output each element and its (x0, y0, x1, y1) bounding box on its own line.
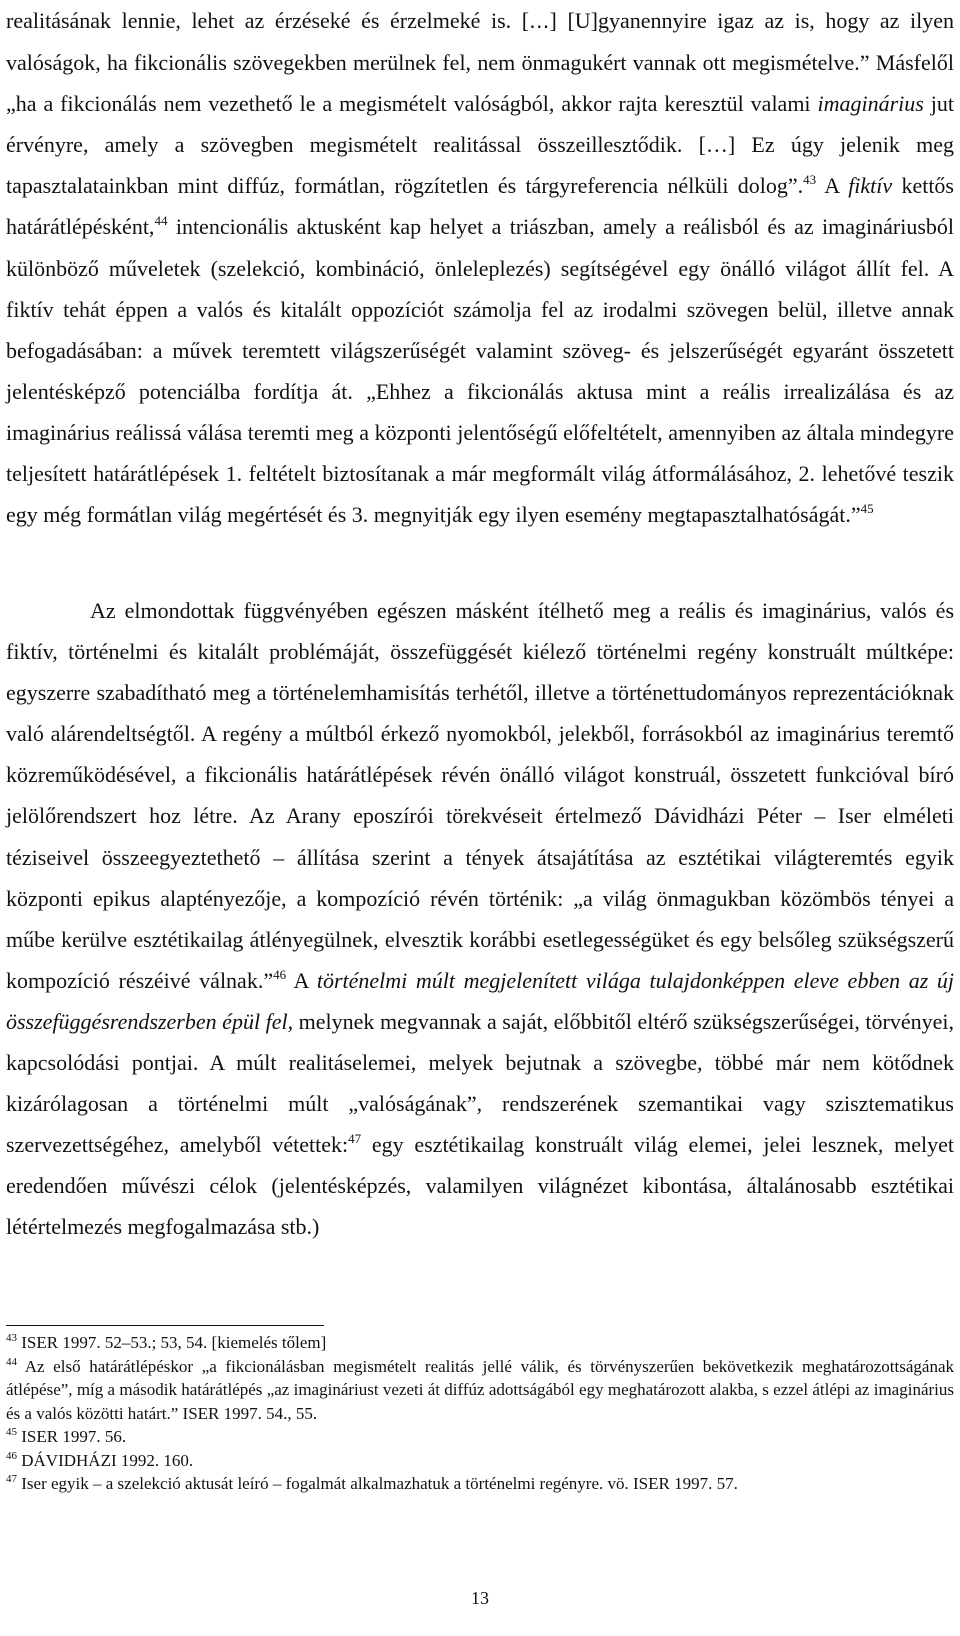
p1-italic-imaginarius: imaginárius (817, 91, 924, 117)
footnote-number: 47 (6, 1473, 17, 1485)
p2-italic-emphasis: történelmi múlt megjelenített világa tulajdonképpen eleve ebben az új összefüggésrendszerben épül fel, (6, 967, 955, 1034)
p1-segment-2: ] [U]gyanennyire igaz az is, hogy az ilyen valóságok, ha fikcionális szövegekben merülnek fel, nem önmagukért vannak ott megismételve. (6, 8, 954, 76)
footnote-ref-47: 47 (348, 1131, 362, 1147)
p1-segment-6: A (824, 173, 839, 199)
footnote-text: ISER 1997. 52–53.; 53, 54. [kiemelés tőlem] (21, 1333, 327, 1352)
footnote-text: Az első határátlépéskor „a fikcionálásban megismételt realitás jellé válik, és törvényszerűen bekövetkezik meghatározottságának átlépése”, míg a második határátlépés „az imagináriust vezeti át diffúz adottságából egy meghatározott alakba, s ezzel átlépi az imaginárius és a valós közötti határt.” ISER 1997. 54., 55. (6, 1356, 955, 1423)
p2-segment-4: egy esztétikailag konstruált világ elemei, jelei lesznek, melyet eredendően művészi célok (jelentésképzés, valamilyen világnézet kibontása, általánosabb esztétikai létértelmezés megfogalmazása stb.) (6, 1132, 954, 1240)
footnote-number: 46 (6, 1449, 17, 1462)
footnote-45 (6, 1425, 954, 1449)
document-page (6, 0, 954, 1636)
footnote-ref-45: 45 (860, 501, 874, 517)
footnote-text: Iser egyik – a szelekció aktusát leíró – fogalmát alkalmazhatuk a történelmi regényre. vö. ISER 1997. 57. (21, 1474, 738, 1493)
footnote-text: ISER 1997. 56. (21, 1427, 127, 1446)
p2-segment-2: A (293, 967, 309, 993)
footnote-44 (6, 1355, 954, 1426)
p1-segment-7: kettős határátlépésként, (6, 173, 954, 240)
p1-segment-1: realitásának lennie, lehet az érzéseké és érzelmeké is. [ (6, 8, 530, 33)
footnote-number: 44 (6, 1355, 17, 1368)
footnote-46 (6, 1449, 954, 1473)
p1-segment-5: ] Ez úgy jelenik meg tapasztalatainkban mint diffúz, formátlan, rögzítetlen és tárgyreferencia nélküli dolog”. (6, 132, 954, 199)
footnote-ref-44: 44 (154, 213, 168, 229)
footnote-number: 45 (6, 1426, 17, 1438)
p1-ellipsis-1: … (529, 9, 550, 33)
footnote-separator (6, 1325, 324, 1326)
footnote-number: 43 (6, 1332, 17, 1344)
page-number: 13 (471, 1588, 489, 1608)
p1-italic-fiktiv: fiktív (848, 173, 893, 199)
paragraph-2 (6, 590, 954, 1248)
footnotes (6, 1331, 954, 1496)
p1-segment-3: ” Másfelől „ha a fikcionálás nem vezethető le a megismételt valóságból, akkor rajta keresztül valami (6, 50, 954, 117)
footnote-47 (6, 1472, 954, 1496)
p1-segment-4: jut érvényre, amely a szövegben megismételt realitással összeillesztődik. [ (6, 91, 955, 158)
footnote-ref-46: 46 (273, 966, 287, 982)
p1-ellipsis-2: … (705, 132, 728, 158)
p1-segment-8: intencionális aktusként kap helyet a triászban, amely a reálisból és az imagináriusból különböző műveletek (szelekció, kombináció, önleleplezés) segítségével egy önálló világot állít fel. A fiktív tehát éppen a valós és kitalált oppozíciót számolja fel az irodalmi szövegen belül, illetve annak befogadásában: a művek teremtett világszerűségét valamint szöveg- és jelszerűségét egyaránt összetett jelentésképző potenciálba fordítja át. „Ehhez a fikcionálás aktusa mint a reális irrealizálása és az imaginárius reálissá válása teremti meg a központi jelentőségű előfeltételt, amennyiben az általa mindegyre teljesített határátlépések 1. feltételt biztosítanak a már megformált világ átformálásához, 2. lehetővé teszik egy még formátlan világ megértését és 3. megnyitják egy ilyen esemény megtapasztalhatóságát.” (6, 214, 955, 528)
paragraph-1 (6, 0, 954, 535)
footnote-ref-43: 43 (803, 172, 817, 188)
p2-segment-1: Az elmondottak függvényében egészen másként ítélhető meg a reális és imaginárius, valós és fiktív, történelmi és kitalált problémáját, összefüggését kiélező történelmi regény konstruált múltképe: egyszerre szabadítható meg a történelemhamisítás terhétől, illetve a történettudományos reprezentációknak való alárendeltségtől. A regény a múltból érkező nyomokból, jelekből, forrásokból az imaginárius teremtő közreműködésével, a fikcionális határátlépések révén önálló világot konstruál, összetett funkcióval bíró jelölőrendszert hoz létre. Az Arany eposzírói törekvéseit értelmező Dávidházi Péter – Iser elméleti téziseivel összeegyeztethető – állítása szerint a tények átsajátítása az esztétikai világteremtés egyik központi epikus alaptényezője, a kompozíció révén történik: „a világ önmagukban közömbös tényei a műbe kerülve esztétikailag átlényegülnek, elvesztik korábbi esetlegességüket és egy belsőleg szükségszerű kompozíció részéivé válnak.” (6, 598, 954, 993)
footnote-text: DÁVIDHÁZI 1992. 160. (21, 1450, 194, 1470)
footnote-43 (6, 1331, 954, 1355)
p2-segment-3: melynek megvannak a saját, előbbitől eltérő szükségszerűségei, törvényei, kapcsolódási pontjai. A múlt realitáselemei, melyek bejutnak a szövegbe, többé már nem kötődnek kizárólagosan a történelmi múlt „valóságának”, rendszerének szemantikai vagy szisztematikus szervezettségéhez, amelyből vétettek: (6, 1008, 954, 1158)
